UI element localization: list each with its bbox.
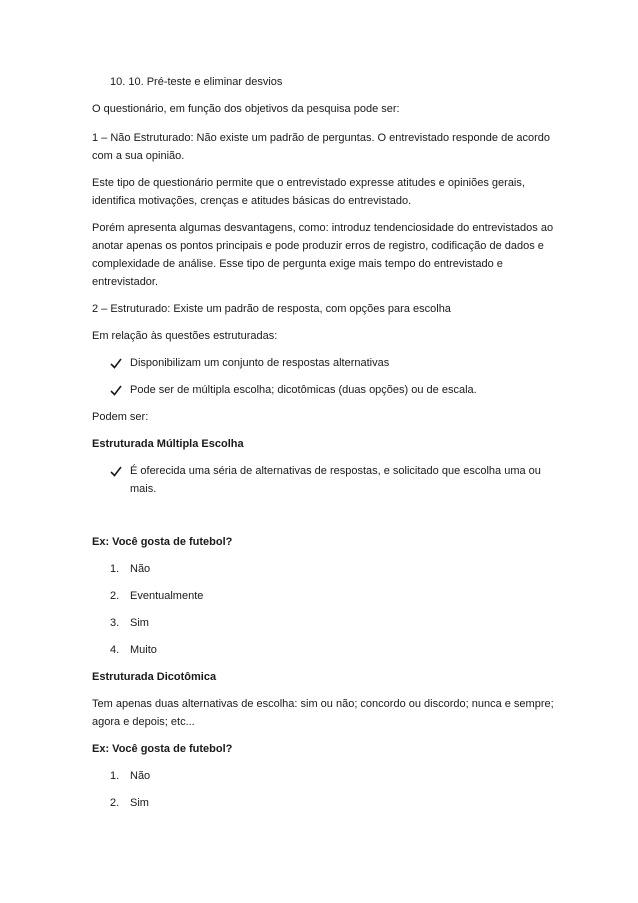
- list-item: Não: [130, 563, 151, 575]
- checkmark-icon: [110, 464, 122, 478]
- list-item: Não: [130, 770, 151, 782]
- paragraph-podem-ser: Podem ser:: [92, 411, 149, 423]
- paragraph-nao-estruturado-line2: com a sua opinião.: [92, 150, 185, 162]
- checkmark-icon: [110, 383, 122, 397]
- paragraph-tipo-line1: Este tipo de questionário permite que o entrevistado expresse atitudes e opiniões gerais,: [92, 177, 525, 189]
- list-number: 3.: [110, 617, 120, 629]
- paragraph-dicotomica-line2: agora e depois; etc...: [92, 716, 195, 728]
- paragraph-desvantagens-line2: anotar apenas os pontos principais e pode produzir erros de registro, codificação de dados e: [92, 240, 544, 252]
- paragraph-nao-estruturado-line1: 1 – Não Estruturado: Não existe um padrão de perguntas. O entrevistado responde de acordo: [92, 132, 551, 144]
- paragraph-desvantagens-line3: complexidade de análise. Esse tipo de pergunta exige mais tempo do entrevistado e: [92, 258, 503, 270]
- bullet-item-alternativas-line2: mais.: [130, 483, 157, 495]
- list-number: 1.: [110, 563, 120, 575]
- paragraph-dicotomica-line1: Tem apenas duas alternativas de escolha: sim ou não; concordo ou discordo; nunca e sempre;: [92, 698, 554, 710]
- paragraph-intro: O questionário, em função dos objetivos da pesquisa pode ser:: [92, 103, 400, 115]
- bullet-item-alternativas-line1: É oferecida uma séria de alternativas de respostas, e solicitado que escolha uma ou: [130, 465, 541, 477]
- bullet-item-multipla-escolha: Pode ser de múltipla escolha; dicotômicas (duas opções) ou de escala.: [130, 384, 477, 396]
- list-item: Muito: [130, 644, 157, 656]
- example-question-1: Ex: Você gosta de futebol?: [92, 536, 233, 548]
- list-item: Eventualmente: [130, 590, 204, 602]
- list-item: Sim: [130, 617, 149, 629]
- checkmark-icon: [110, 356, 122, 370]
- list-item: Sim: [130, 797, 149, 809]
- list-number: 2.: [110, 590, 120, 602]
- heading-multipla-escolha: Estruturada Múltipla Escolha: [92, 438, 244, 450]
- paragraph-tipo-line2: identifica motivações, crenças e atitudes básicas do entrevistado.: [92, 195, 412, 207]
- paragraph-estruturado: 2 – Estruturado: Existe um padrão de resposta, com opções para escolha: [92, 303, 451, 315]
- paragraph-questoes-estruturadas: Em relação às questões estruturadas:: [92, 330, 278, 342]
- example-question-2: Ex: Você gosta de futebol?: [92, 743, 233, 755]
- list-number: 2.: [110, 797, 120, 809]
- heading-dicotomica: Estruturada Dicotômica: [92, 671, 217, 683]
- bullet-item-disponibilizam: Disponibilizam um conjunto de respostas alternativas: [130, 357, 390, 369]
- paragraph-desvantagens-line1: Porém apresenta algumas desvantagens, como: introduz tendenciosidade do entrevistados ao: [92, 222, 554, 234]
- numbered-heading: 10. 10. Pré-teste e eliminar desvios: [110, 76, 283, 88]
- list-number: 1.: [110, 770, 120, 782]
- paragraph-desvantagens-line4: entrevistador.: [92, 276, 159, 288]
- list-number: 4.: [110, 644, 120, 656]
